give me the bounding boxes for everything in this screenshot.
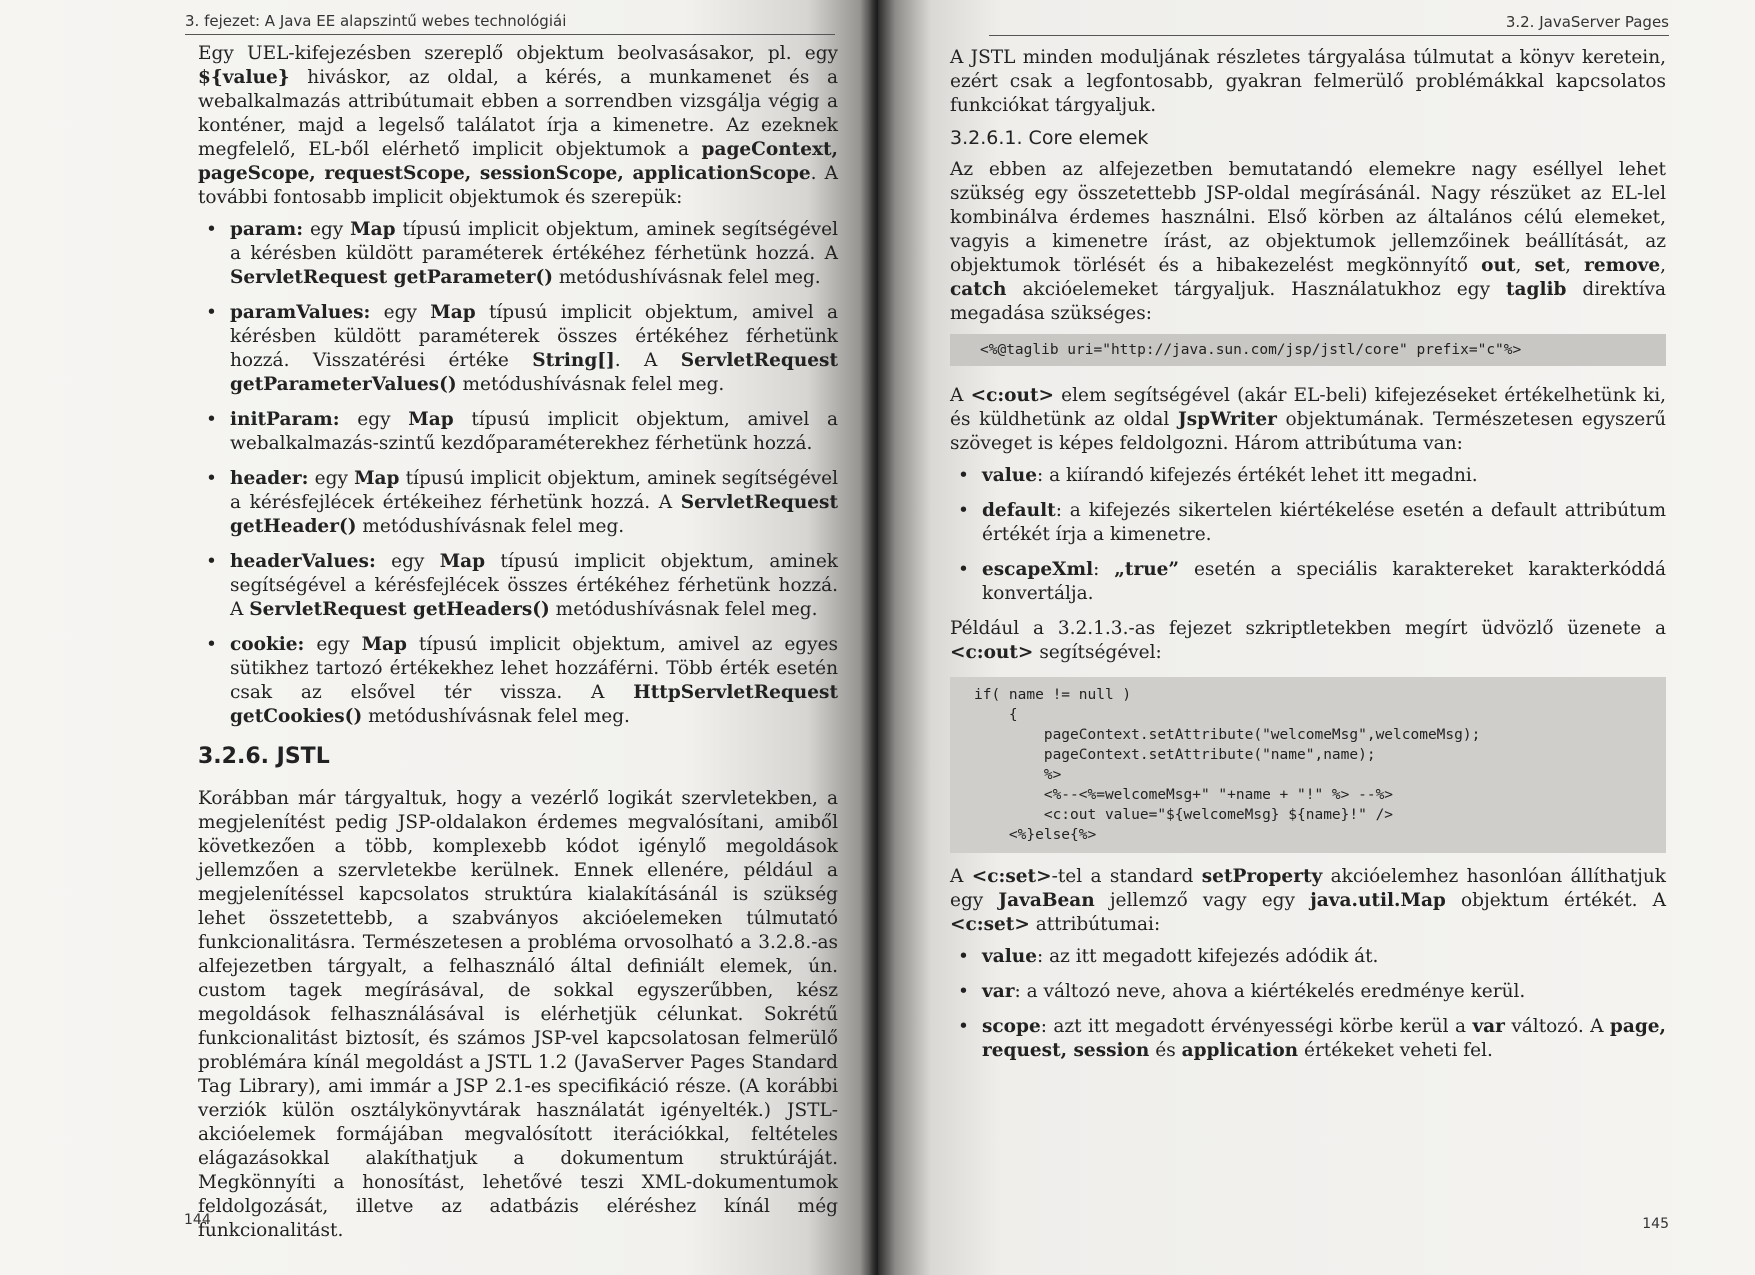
list-item: • var: a változó neve, ahova a kiértékelés eredménye kerül.	[950, 980, 1666, 1004]
list-item: • headerValues: egy Map típusú implicit objektum, aminek segítségével a kérésfejlécek összes értékéhez férhetünk hozzá. A ServletRequest getHeaders() metódushívásnak felel meg.	[198, 550, 838, 622]
code-line: <%--<%=welcomeMsg+" "+name + "!" %> --%>	[974, 787, 1394, 803]
left-page-body	[198, 42, 838, 1251]
list-item: • value: az itt megadott kifejezés adódik át.	[950, 945, 1666, 969]
cset-attribute-list	[950, 945, 1666, 1063]
cout-paragraph: A <c:out> elem segítségével (akár EL-beli) kifejezéseket értékelhetünk ki, és küldhetünk az oldal JspWriter objektumának. Természetesen egyszerű szöveget is képes feldolgozni. Három attribútuma van:	[950, 385, 1666, 454]
code-line: %>	[974, 767, 1062, 783]
list-item: • paramValues: egy Map típusú implicit objektum, amivel a kérésben küldött paraméterek összes értékéhez férhetünk hozzá. Visszatérési értéke String[]. A ServletRequest getParameterValues() metódushívásnak felel meg.	[198, 301, 838, 397]
intro-paragraph: Egy UEL-kifejezésben szereplő objektum beolvasásakor, pl. egy ${value} hiváskor, az oldal, a kérés, a munkamenet és a webalkalmazás attribútumait ebben a sorrendben vizsgálja végig a konténer, majd a legelső találatot írja a kimenetre. Az ezeknek megfelelő, EL-ből elérhető implicit objektumok a pageContext, pageScope, requestScope, sessionScope, applicationScope. A további fontosabb implicit objektumok és szerepük:	[198, 43, 839, 208]
list-item: • value: a kiírandó kifejezés értékét lehet itt megadni.	[950, 464, 1666, 488]
subsection-title-core: 3.2.6.1. Core elemek	[950, 127, 1149, 149]
list-item: • scope: azt itt megadott érvényességi körbe kerül a var változó. A page, request, session és application értékeket veheti fel.	[950, 1015, 1666, 1063]
code-value-expression: ${value}	[198, 67, 290, 88]
list-item: • cookie: egy Map típusú implicit objektum, amivel az egyes sütikhez tartozó értékekhez lehet hozzáférni. Több érték esetén csak az elsővel tér vissza. A HttpServletRequest getCookies() metódushívásnak felel meg.	[198, 633, 838, 729]
list-item: • header: egy Map típusú implicit objektum, aminek segítségével a kérésfejlécek értékeihez férhetünk hozzá. A ServletRequest getHeader() metódushívásnak felel meg.	[198, 467, 838, 539]
example-code-block	[950, 677, 1666, 853]
right-running-header: 3.2. JavaServer Pages	[989, 13, 1669, 36]
code-line: pageContext.setAttribute("name",name);	[974, 747, 1376, 763]
right-page	[878, 0, 1755, 1275]
taglib-code-block: <%@taglib uri="http://java.sun.com/jsp/jstl/core" prefix="c"%>	[950, 334, 1666, 366]
code-line: if( name != null )	[974, 687, 1132, 703]
jstl-paragraph: Korábban már tárgyaltuk, hogy a vezérlő logikát szervletekben, a megjelenítést pedig JSP-oldalakon érdemes megvalósítani, amiből következően a több, komplexebb kódot igénylő megoldások jellemzően a szervletekbe kerülnek. Ennek ellenére, például a megjelenítéssel kapcsolatos struktúra kialakításánál is szükség lehet összetettebb, a szabványos akcióelemeken túlmutató funkcionalitásra. Természetesen a probléma orvosolható a 3.2.8.-as alfejezetben tárgyalt, a felhasználó által definiált elemek, ún. custom tagek megírásával, de sokkal egyszerűbben, kész megoldások felhasználásával is elérhetjük célunkat. Sokrétű funkcionalitást biztosít, és számos JSP-vel kapcsolatosan felmerülő problémára kínál megoldást a JSTL 1.2 (JavaServer Pages Standard Tag Library), ami immár a JSP 2.1-es specifikáció része. (A korábbi verziók külön osztálykönyvtárak használatát igényelték.) JSTL-akcióelemek formájában megvalósított iterációkkal, feltételes elágazásokkal alakíthatjuk a dokumentum struktúráját. Megkönnyíti a honosítást, lehetővé teszi XML-dokumentumok feldolgozását, illetve az adatbázis eléréshez kínál még funkcionalitást.	[198, 788, 838, 1241]
core-paragraph: Az ebben az alfejezetben bemutatandó elemekre nagy eséllyel lehet szükség egy összetettebb JSP-oldal megírásánál. Nagy részüket az EL-lel kombinálva érdemes használni. Első körben az általános célú elemeket, vagyis a kimenetre írást, az objektumok jellemzőinek beállítását, az objektumok törlését és a hibakezelést megkönnyítő out, set, remove, catch akcióelemeket tárgyaljuk. Használatukhoz egy taglib direktíva megadása szükséges:	[950, 159, 1666, 324]
cout-attribute-list	[950, 464, 1666, 606]
right-page-body	[950, 46, 1666, 1074]
code-line: <c:out value="${welcomeMsg} ${name}!" />	[974, 807, 1394, 823]
left-running-header: 3. fejezet: A Java EE alapszintű webes technológiái	[185, 12, 835, 35]
code-line: pageContext.setAttribute("welcomeMsg",welcomeMsg);	[974, 727, 1481, 743]
code-line: {	[974, 707, 1018, 723]
right-page-number: 145	[1642, 1216, 1669, 1232]
jstl-intro-paragraph: A JSTL minden moduljának részletes tárgyalása túlmutat a könyv keretein, ezért csak a legfontosabb, gyakran felmerülő problémákkal kapcsolatos funkciókat tárgyaljuk.	[950, 47, 1666, 116]
list-item: • initParam: egy Map típusú implicit objektum, amivel a webalkalmazás-szintű kezdőparaméterekhez férhetünk hozzá.	[198, 408, 838, 456]
list-item: • escapeXml: „true” esetén a speciális karaktereket karakterkóddá konvertálja.	[950, 558, 1666, 606]
implicit-object-list	[198, 218, 838, 729]
left-page-number: 144	[184, 1212, 211, 1228]
code-line: <%}else{%>	[974, 827, 1097, 843]
list-item: • default: a kifejezés sikertelen kiértékelése esetén a default attribútum értékét írja a kimenetre.	[950, 499, 1666, 547]
cset-paragraph: A <c:set>-tel a standard setProperty akcióelemhez hasonlóan állíthatjuk egy JavaBean jellemző vagy egy java.util.Map objektum értékét. A <c:set> attribútumai:	[950, 866, 1667, 935]
example-paragraph: Például a 3.2.1.3.-as fejezet szkriptletekben megírt üdvözlő üzenete a <c:out> segítségével:	[950, 618, 1666, 663]
section-title-jstl: 3.2.6. JSTL	[198, 744, 330, 769]
list-item: • param: egy Map típusú implicit objektum, aminek segítségével a kérésben küldött paraméterek értékéhez férhetünk hozzá. A ServletRequest getParameter() metódushívásnak felel meg.	[198, 218, 838, 290]
